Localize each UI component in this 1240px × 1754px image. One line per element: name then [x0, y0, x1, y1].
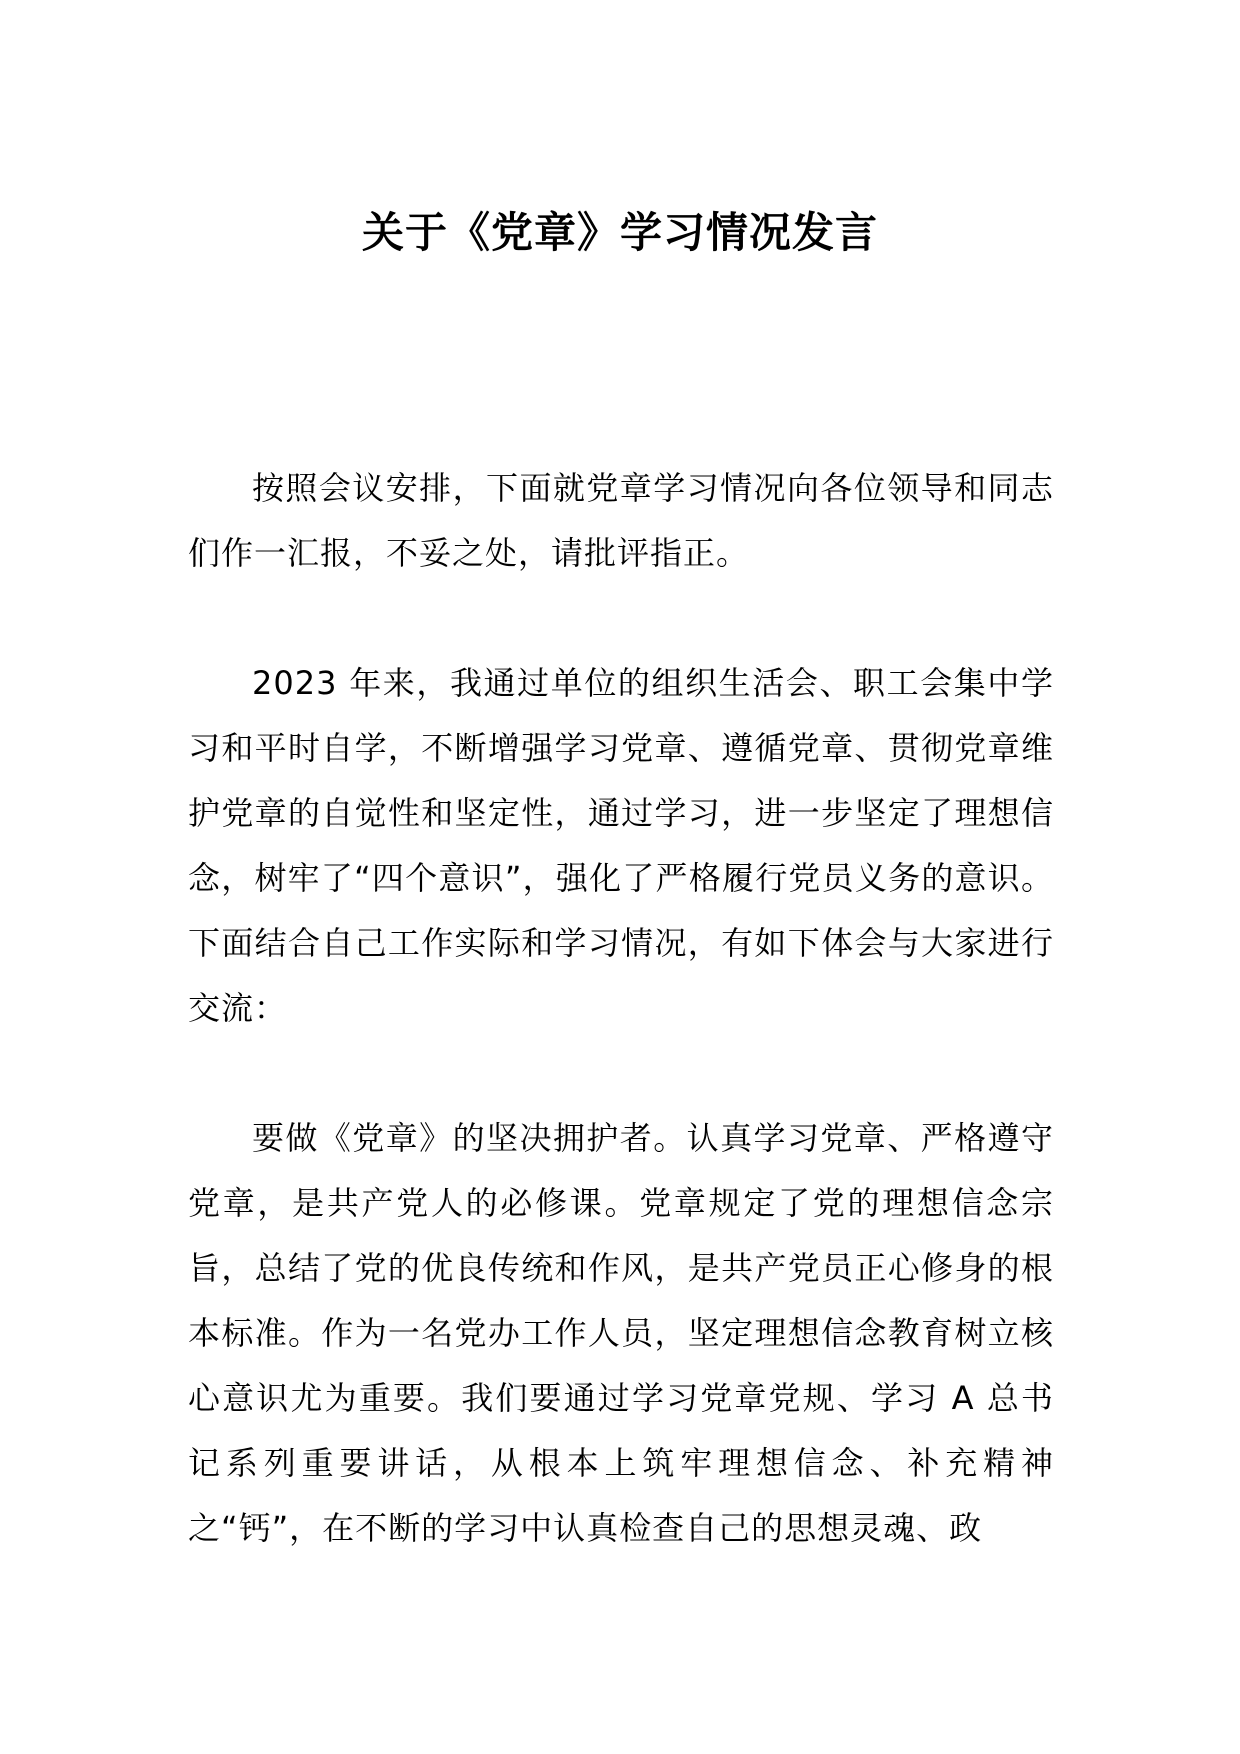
paragraph-supporter: 要做《党章》的坚决拥护者。认真学习党章、严格遵守党章，是共产党人的必修课。党章规定了党的理想信念宗旨，总结了党的优良传统和作风，是共产党员正心修身的根本标准。作为一名党办工作人员，坚定理想信念教育树立核心意识尤为重要。我们要通过学习党章党规、学习 A 总书记系列重要讲话，从根本上筑牢理想信念、补充精神之“钙”，在不断的学习中认真检查自己的思想灵魂、政: [188, 1119, 1054, 1547]
paragraph-study-overview: 2023 年来，我通过单位的组织生活会、职工会集中学习和平时自学，不断增强学习党章、遵循党章、贯彻党章维护党章的自觉性和坚定性，通过学习，进一步坚定了理想信念，树牢了“四个意识”，强化了严格履行党员义务的意识。下面结合自己工作实际和学习情况，有如下体会与大家进行交流：: [188, 664, 1054, 1027]
document-title: 关于《党章》学习情况发言: [361, 208, 878, 257]
paragraph-intro: 按照会议安排，下面就党章学习情况向各位领导和同志们作一汇报，不妥之处，请批评指正。: [188, 469, 1054, 572]
document-body: [188, 456, 1054, 1561]
